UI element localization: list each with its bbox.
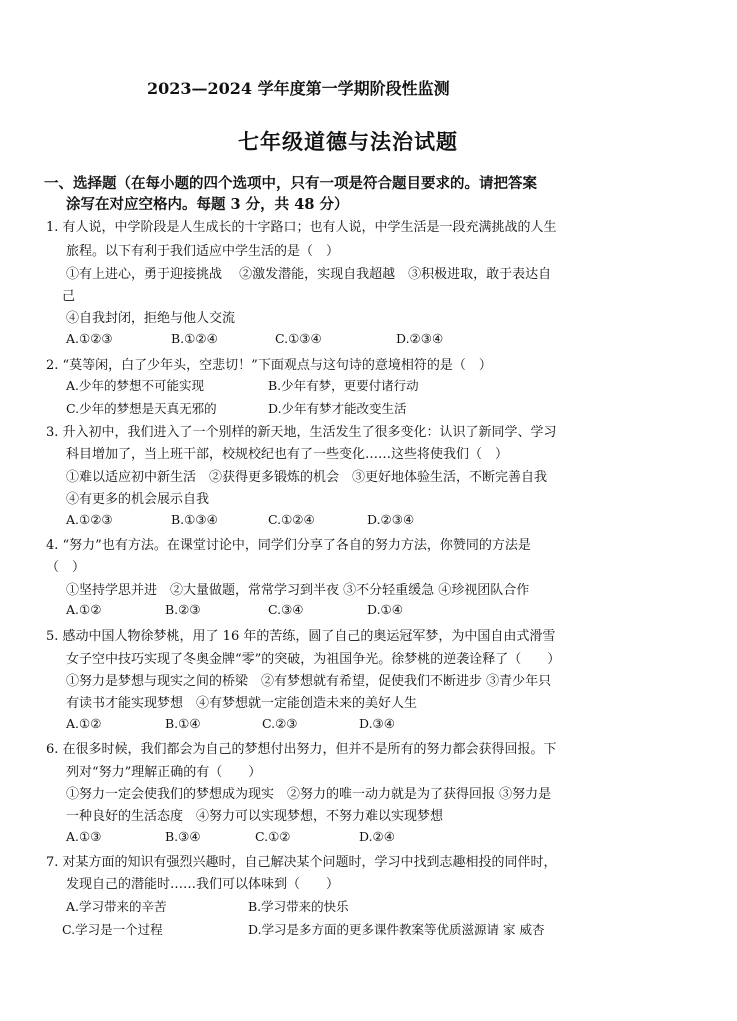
question-stem: 发现自己的潜能时……我们可以体味到（ ） (66, 877, 340, 892)
question-statement: 一种良好的生活态度 ④努力可以实现梦想，不努力难以实现梦想 (66, 809, 444, 824)
answer-option-a[interactable]: A.①②③ (66, 512, 113, 527)
question-stem: 7. 对某方面的知识有强烈兴趣时，自己解决某个问题时，学习中找到志趣相投的同伴时， (46, 855, 557, 870)
question-stem: 1. 有人说，中学阶段是人生成长的十字路口；也有人说，中学生活是一段充满挑战的人生 (46, 220, 557, 235)
question-statement: ①有上进心，勇于迎接挑战 ②激发潜能，实现自我超越 ③积极进取，敢于表达自 (66, 267, 552, 282)
answer-option-d[interactable]: D.少年有梦才能改变生活 (268, 401, 407, 416)
answer-option-a[interactable]: A.①③ (66, 829, 102, 844)
answer-option-b[interactable]: B.①④ (165, 716, 201, 731)
question-statement: 己 (62, 289, 76, 304)
answer-option-c[interactable]: C.少年的梦想是天真无邪的 (66, 401, 217, 416)
question-stem: 6. 在很多时候，我们都会为自己的梦想付出努力，但并不是所有的努力都会获得回报。下 (46, 742, 557, 757)
question-stem: 2. “莫等闲，白了少年头，空悲切！”下面观点与这句诗的意境相符的是（ ） (46, 358, 492, 373)
question-stem: 4. “努力”也有方法。在课堂讨论中，同学们分享了各自的努力方法，你赞同的方法是 (46, 538, 531, 553)
question-stem: 5. 感动中国人物徐梦桃，用了 16 年的苦练，圆了自己的奥运冠军梦，为中国自由式滑雪 (46, 629, 556, 644)
answer-option-d[interactable]: D.②③④ (367, 512, 415, 527)
exam-period-title: 2023—2024 学年度第一学期阶段性监测 (147, 79, 450, 98)
question-stem: 旅程。以下有利于我们适应中学生活的是（ ） (66, 244, 340, 259)
answer-option-a[interactable]: A.①② (66, 716, 102, 731)
answer-option-a[interactable]: A.学习带来的辛苦 (66, 899, 167, 914)
answer-option-c[interactable]: C.学习是一个过程 (62, 922, 163, 937)
answer-option-b[interactable]: B.少年有梦，更要付诸行动 (268, 378, 419, 393)
question-statement: ①努力是梦想与现实之间的桥梁 ②有梦想就有希望，促使我们不断进步 ③青少年只 (66, 674, 552, 689)
answer-option-b[interactable]: B.①②④ (171, 331, 218, 346)
answer-option-d[interactable]: D.学习是多方面的更多课件教案等优质滋源请 家 威杏 (248, 922, 545, 937)
section-heading: 一、选择题（在每小题的四个选项中，只有一项是符合题目要求的。请把答案 (44, 175, 537, 192)
answer-option-a[interactable]: A.①②③ (66, 331, 113, 346)
answer-option-c[interactable]: C.②③ (262, 716, 298, 731)
question-statement: ①难以适应初中新生活 ②获得更多锻炼的机会 ③更好地体验生活，不断完善自我 (66, 470, 548, 485)
answer-option-c[interactable]: C.①②④ (268, 512, 315, 527)
answer-option-d[interactable]: D.③④ (359, 716, 395, 731)
section-heading-cont: 涂写在对应空格内。每题 3 分，共 48 分） (66, 196, 349, 213)
question-statement: ④自我封闭，拒绝与他人交流 (66, 311, 236, 326)
answer-option-d[interactable]: D.②④ (359, 829, 395, 844)
question-statement: ④有更多的机会展示自我 (66, 492, 210, 507)
answer-option-c[interactable]: C.①③④ (275, 331, 322, 346)
question-stem: 列对“努力”理解正确的有（ ） (66, 765, 262, 780)
answer-option-a[interactable]: A.①② (66, 602, 102, 617)
answer-option-c[interactable]: C.①② (255, 829, 291, 844)
answer-option-d[interactable]: D.②③④ (396, 331, 444, 346)
question-statement: ①坚持学思并进 ②大量做题，常常学习到半夜 ③不分轻重缓急 ④珍视团队合作 (66, 583, 530, 598)
answer-option-c[interactable]: C.③④ (268, 602, 304, 617)
question-stem: 3. 升入初中，我们进入了一个别样的新天地，生活发生了很多变化：认识了新同学、学习 (46, 425, 557, 440)
answer-option-b[interactable]: B.③④ (165, 829, 201, 844)
exam-subject-title: 七年级道德与法治试题 (238, 129, 458, 154)
answer-option-d[interactable]: D.①④ (367, 602, 403, 617)
question-stem: 科目增加了，当上班干部，校规校纪也有了一些变化……这些将使我们（ ） (66, 447, 509, 462)
answer-option-a[interactable]: A.少年的梦想不可能实现 (66, 378, 205, 393)
question-statement: ①努力一定会使我们的梦想成为现实 ②努力的唯一动力就是为了获得回报 ③努力是 (66, 787, 552, 802)
question-statement: 有读书才能实现梦想 ④有梦想就一定能创造未来的美好人生 (66, 696, 418, 711)
question-stem: 女子空中技巧实现了冬奥金牌“零”的突破，为祖国争光。徐梦桃的逆袭诠释了（ ） (66, 652, 561, 667)
question-stem: （ ） (46, 560, 86, 575)
answer-option-b[interactable]: B.②③ (165, 602, 201, 617)
answer-option-b[interactable]: B.①③④ (171, 512, 218, 527)
answer-option-b[interactable]: B.学习带来的快乐 (248, 899, 349, 914)
